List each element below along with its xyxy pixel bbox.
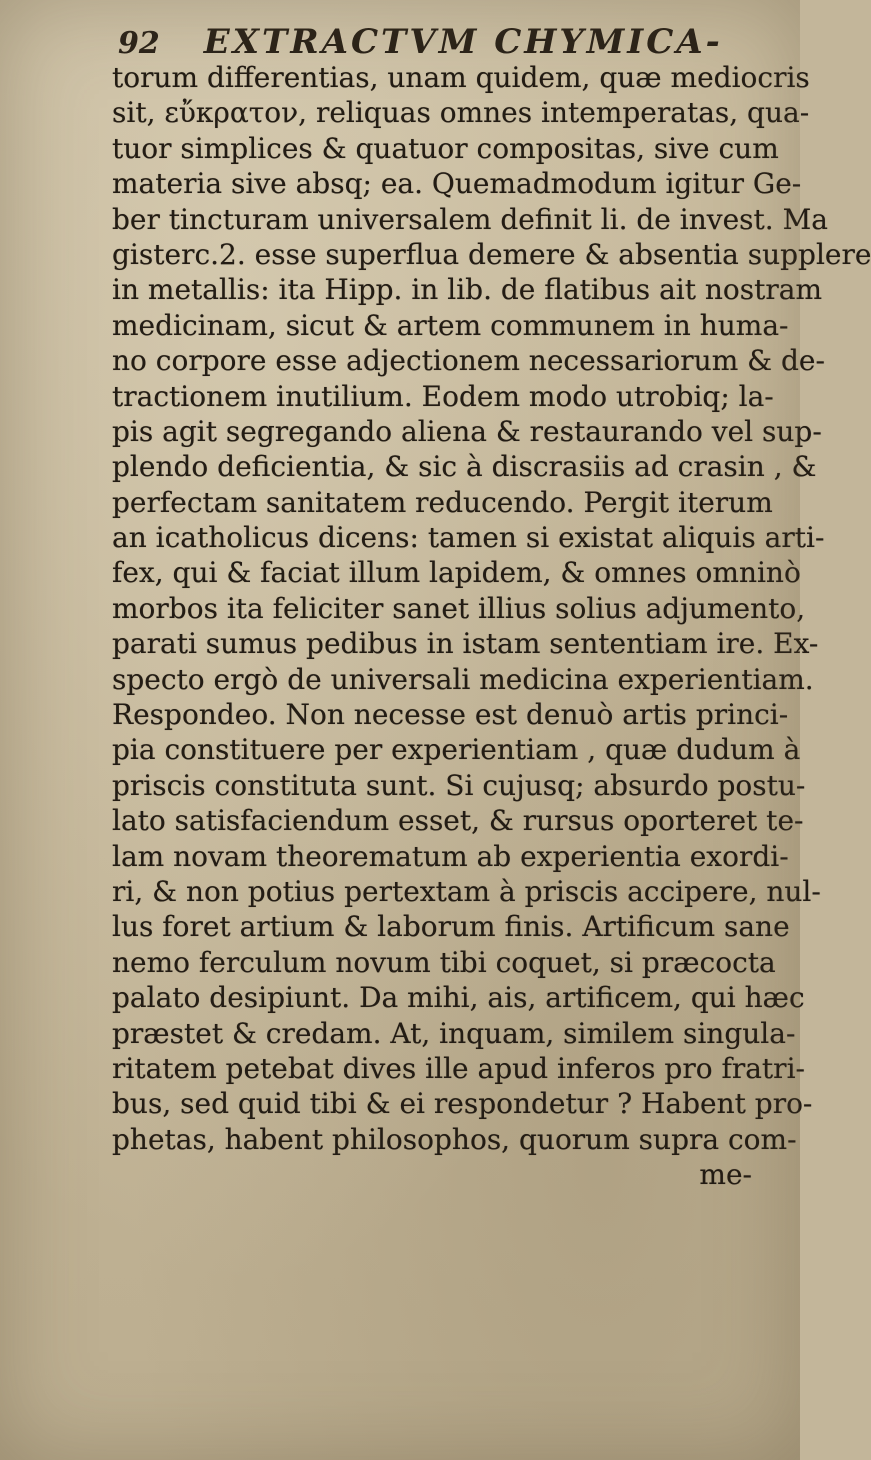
text-line: tuor simplices & quatuor compositas, sive cum [112, 131, 779, 165]
text-line: tractionem inutilium. Eodem modo utrobiq; la- [112, 379, 774, 413]
text-line: in metallis: ita Hipp. in lib. de flatibus ait nostram [112, 273, 823, 307]
text-line: nemo ferculum novum tibi coquet, si præcocta [112, 945, 776, 979]
text-line: perfectam sanitatem reducendo. Pergit iterum [112, 485, 773, 519]
text-line: an icatholicus dicens: tamen si existat aliquis arti- [112, 521, 825, 555]
text-line: bus, sed quid tibi & ei respondetur ? Habent pro- [112, 1087, 813, 1121]
text-line: lam novam theorematum ab experientia exordi- [112, 839, 789, 873]
page-number: 92 [118, 26, 160, 61]
text-line: plendo deficientia, & sic à discrasiis ad crasin , & [112, 450, 817, 484]
catchword: me- [699, 1158, 752, 1192]
text-line: sit, εὔκρατον, reliquas omnes intemperatas, qua- [112, 96, 810, 130]
text-line: specto ergò de universali medicina experientiam. [112, 662, 814, 696]
text-line: ritatem petebat dives ille apud inferos pro fratri- [112, 1051, 805, 1085]
running-title: EXTRACTVM CHYMICA- [203, 22, 723, 62]
text-line: lato satisfaciendum esset, & rursus oporteret te- [112, 804, 804, 838]
body-text [112, 60, 871, 1193]
text-line: morbos ita feliciter sanet illius solius adjumento, [112, 591, 806, 625]
text-line: ri, & non potius pertextam à priscis accipere, nul- [112, 874, 821, 908]
text-line: ber tincturam universalem definit li. de invest. Ma [112, 202, 828, 236]
text-line: fex, qui & faciat illum lapidem, & omnes omninò [112, 556, 801, 590]
text-line: materia sive absq; ea. Quemadmodum igitur Ge- [112, 167, 802, 201]
page-header [118, 22, 723, 64]
text-line: medicinam, sicut & artem communem in huma- [112, 308, 789, 342]
text-line: pia constituere per experientiam , quæ dudum à [112, 733, 801, 767]
text-line: Respondeo. Non necesse est denuò artis princi- [112, 698, 789, 732]
text-line: gisterc.2. esse superflua demere & absentia supplere [112, 237, 871, 271]
text-line: pis agit segregando aliena & restaurando vel sup- [112, 414, 822, 448]
text-line: torum differentias, unam quidem, quæ mediocris [112, 61, 810, 94]
text-line: palato desipiunt. Da mihi, ais, artificem, qui hæc [112, 981, 805, 1015]
text-line: lus foret artium & laborum finis. Artificum sane [112, 910, 790, 944]
text-line: priscis constituta sunt. Si cujusq; absurdo postu- [112, 768, 806, 802]
text-line: parati sumus pedibus in istam sententiam ire. Ex- [112, 627, 819, 661]
text-line: præstet & credam. At, inquam, similem singula- [112, 1016, 796, 1050]
text-line: phetas, habent philosophos, quorum supra com- [112, 1122, 797, 1156]
text-line: no corpore esse adjectionem necessariorum & de- [112, 344, 825, 378]
